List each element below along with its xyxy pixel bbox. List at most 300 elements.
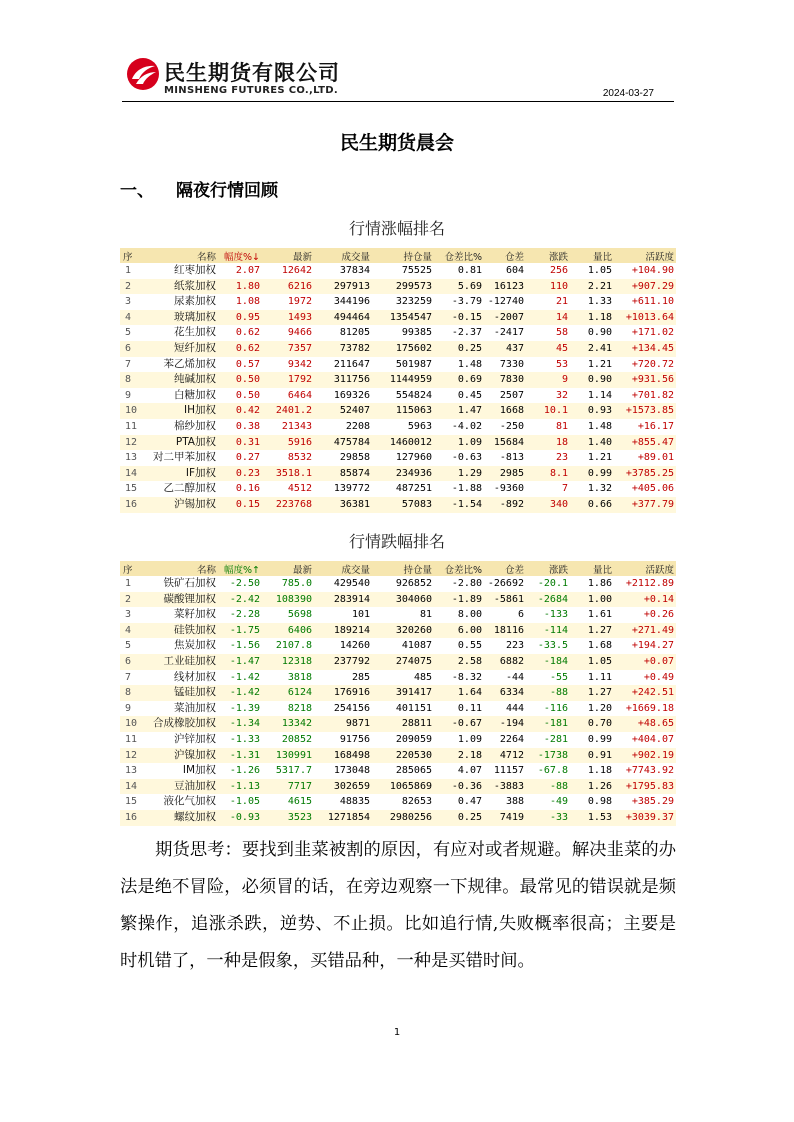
table-cell: PTA加权 — [144, 435, 218, 451]
table-cell: 344196 — [333, 296, 370, 308]
table-cell: -2.28 — [229, 609, 260, 621]
table-cell: 菜油加权 — [174, 701, 216, 714]
table-row[interactable] — [120, 325, 676, 341]
table-cell: -813 — [499, 452, 524, 464]
commentary-paragraph — [120, 832, 676, 980]
table-cell: 311756 — [314, 372, 372, 388]
table-cell: 285 — [351, 671, 370, 683]
table-cell: 4615 — [287, 796, 312, 808]
table-cell: -1.56 — [229, 640, 260, 652]
table-cell: 48835 — [339, 796, 370, 808]
table-row[interactable] — [120, 763, 676, 779]
table-cell: 棉纱加权 — [174, 419, 216, 432]
table-cell: 15 — [125, 483, 138, 495]
table-cell: -33 — [526, 810, 570, 826]
table-cell: +0.14 — [614, 592, 676, 608]
commentary-text: 期货思考：要找到韭菜被割的原因，有应对或者规避。解决韭菜的办法是绝不冒险，必须冒的话，在旁边观察一下规律。最常见的错误就是频繁操作，追涨杀跌，逆势、不止损。比如追行情,失败概率很高；主要是时机错了，一种是假象，买错品种，一种是买错时间。 — [120, 840, 676, 971]
table-cell: -181 — [526, 716, 570, 732]
column-header[interactable]: 仓差 — [484, 561, 526, 576]
column-header[interactable]: 名称 — [144, 561, 218, 576]
table-cell: 2.58 — [434, 654, 484, 670]
table-cell: 花生加权 — [174, 326, 216, 339]
table-cell: 1.40 — [570, 435, 614, 451]
table-row[interactable] — [120, 623, 676, 639]
table-cell: +855.47 — [614, 435, 676, 451]
table-cell: 91756 — [339, 733, 370, 745]
table-cell: +48.65 — [614, 716, 676, 732]
table-row[interactable] — [120, 388, 676, 404]
table-cell: 7357 — [262, 341, 314, 357]
table-cell: -0.67 — [434, 716, 484, 732]
table-cell: -1.13 — [218, 779, 262, 795]
table-cell: +134.45 — [614, 341, 676, 357]
table-cell: 9342 — [287, 358, 312, 370]
table-cell: 菜籽加权 — [174, 608, 216, 621]
column-header[interactable]: 持仓量 — [372, 248, 434, 263]
report-date: 2024-03-27 — [602, 88, 654, 99]
table-cell: 1.09 — [457, 733, 482, 745]
table-cell: 6334 — [484, 685, 526, 701]
table-cell: 1493 — [262, 310, 314, 326]
table-row[interactable] — [120, 670, 676, 686]
table-cell: 101 — [351, 609, 370, 621]
table-cell: 0.81 — [457, 265, 482, 276]
table-cell: 37834 — [339, 265, 370, 276]
table-cell: 926852 — [395, 578, 432, 589]
table-cell: 81 — [419, 609, 432, 621]
table-cell: +194.27 — [631, 640, 674, 652]
table-cell: 6 — [120, 341, 144, 357]
table-cell: -0.63 — [451, 452, 482, 464]
table-cell: 0.50 — [218, 372, 262, 388]
table-cell: 12642 — [281, 265, 312, 276]
company-name-en: MINSHENG FUTURES CO.,LTD. — [164, 85, 338, 96]
table-cell: 锰硅加权 — [144, 685, 218, 701]
table-cell: 4712 — [484, 748, 526, 764]
table-row[interactable] — [120, 263, 676, 279]
table-cell: 6464 — [287, 389, 312, 401]
table-cell: 299573 — [372, 279, 434, 295]
table-cell: +1573.85 — [614, 403, 676, 419]
table-cell: 1.27 — [570, 685, 614, 701]
table-cell: +242.51 — [614, 685, 676, 701]
table-cell: 5317.7 — [275, 765, 312, 777]
table-cell: 18116 — [484, 623, 526, 639]
table-cell: 139772 — [333, 483, 370, 495]
table-cell: +3785.25 — [614, 466, 676, 482]
column-header[interactable]: 成交量 — [314, 248, 372, 263]
table-cell: 1.21 — [587, 358, 612, 370]
table-cell: 14 — [526, 310, 570, 326]
table-cell: 21343 — [281, 420, 312, 432]
column-header[interactable]: 最新 — [262, 248, 314, 263]
table-row[interactable] — [120, 607, 676, 623]
column-header[interactable]: 量比 — [570, 561, 614, 576]
table-cell: -114 — [526, 623, 570, 639]
table-cell: 9 — [125, 702, 132, 714]
table-cell: +2112.89 — [625, 578, 674, 589]
table-cell: 纸浆加权 — [144, 279, 218, 295]
table-cell: -133 — [543, 609, 568, 621]
table-row[interactable] — [120, 794, 676, 810]
losers-table — [120, 561, 676, 826]
table-cell: +377.79 — [614, 497, 676, 513]
table-cell: 73782 — [314, 341, 372, 357]
table-cell: 12 — [120, 748, 144, 764]
table-row[interactable] — [120, 310, 676, 326]
table-cell: -1.42 — [229, 671, 260, 683]
table-cell: 0.16 — [235, 483, 260, 495]
table-cell: -0.15 — [434, 310, 484, 326]
table-cell: 2507 — [499, 389, 524, 401]
table-cell: 5 — [125, 327, 132, 339]
table-cell: 175602 — [372, 341, 434, 357]
table-cell: 0.11 — [457, 702, 482, 714]
table-cell: 6.00 — [434, 623, 484, 639]
table-cell: 2264 — [499, 733, 524, 745]
table-cell: 1354547 — [372, 310, 434, 326]
table-row[interactable] — [120, 701, 676, 717]
table-cell: 3523 — [262, 810, 314, 826]
table-cell: 0.42 — [218, 403, 262, 419]
table-cell: 1.64 — [434, 685, 484, 701]
page-number: 1 — [393, 1027, 401, 1038]
table-row[interactable] — [120, 497, 676, 513]
table-row[interactable] — [120, 294, 676, 310]
table-cell: 189214 — [314, 623, 372, 639]
table-cell: 0.90 — [587, 327, 612, 339]
table-cell: 6406 — [262, 623, 314, 639]
table-cell: -88 — [526, 779, 570, 795]
table-cell: 5916 — [262, 435, 314, 451]
table-cell: +720.72 — [631, 358, 674, 370]
table-cell: -281 — [543, 733, 568, 745]
table-cell: 45 — [526, 341, 570, 357]
table-row[interactable] — [120, 357, 676, 373]
table-cell: 8.1 — [526, 466, 570, 482]
table-cell: 16 — [120, 497, 144, 513]
table-cell: -250 — [499, 420, 524, 432]
table-cell: 4 — [120, 310, 144, 326]
table-cell: 75525 — [401, 265, 432, 276]
gainers-table — [120, 248, 676, 513]
table-cell: 13 — [125, 765, 138, 777]
table-cell: 硅铁加权 — [144, 623, 218, 639]
column-header[interactable]: 名称 — [144, 248, 218, 263]
table-cell: 7330 — [499, 358, 524, 370]
table-cell: 13 — [125, 452, 138, 464]
table-row[interactable] — [120, 450, 676, 466]
table-cell: +271.49 — [614, 623, 676, 639]
table-row[interactable] — [120, 466, 676, 482]
column-header[interactable]: 幅度%↓ — [218, 248, 262, 263]
table-cell: 1.68 — [587, 640, 612, 652]
table-cell: 豆油加权 — [144, 779, 218, 795]
table-cell: -2007 — [484, 310, 526, 326]
table-row[interactable] — [120, 810, 676, 826]
table-cell: 液化气加权 — [163, 795, 216, 808]
table-cell: 1.53 — [570, 810, 614, 826]
table-cell: 127960 — [395, 452, 432, 464]
table-cell: 1.47 — [434, 403, 484, 419]
table-cell: 1271854 — [314, 810, 372, 826]
table-cell: 487251 — [395, 483, 432, 495]
table-cell: 401151 — [395, 702, 432, 714]
table-cell: 3518.1 — [262, 466, 314, 482]
column-header[interactable]: 最新 — [262, 561, 314, 576]
column-header[interactable]: 仓差比% — [434, 561, 484, 576]
table-cell: 2.21 — [570, 279, 614, 295]
table-cell: -4.02 — [451, 420, 482, 432]
table-cell: 8 — [120, 372, 144, 388]
table-cell: -3883 — [484, 779, 526, 795]
table-cell: +931.56 — [614, 372, 676, 388]
table-cell: +902.19 — [614, 748, 676, 764]
table-cell: IM加权 — [182, 764, 216, 777]
table-cell: 4 — [120, 623, 144, 639]
table-cell: 7 — [125, 358, 132, 370]
table-cell: 223768 — [262, 497, 314, 513]
table-cell: 494464 — [314, 310, 372, 326]
table-row[interactable] — [120, 748, 676, 764]
table-cell: -1.47 — [218, 654, 262, 670]
table-cell: 8532 — [287, 452, 312, 464]
table-cell: 475784 — [314, 435, 372, 451]
table-cell: 1.08 — [235, 296, 260, 308]
table-cell: 1.21 — [587, 452, 612, 464]
table-cell: 1.09 — [434, 435, 484, 451]
table-cell: -2.80 — [451, 578, 482, 589]
table-cell: 沪锌加权 — [174, 732, 216, 745]
table-cell: 0.69 — [434, 372, 484, 388]
table-cell: 4512 — [287, 483, 312, 495]
table-cell: 0.90 — [570, 372, 614, 388]
column-header[interactable]: 持仓量 — [372, 561, 434, 576]
table-cell: 14 — [120, 466, 144, 482]
gainers-table-title: 行情涨幅排名 — [348, 219, 445, 238]
table-cell: 3818 — [287, 671, 312, 683]
table-cell: -1.31 — [218, 748, 262, 764]
table-cell: 0.38 — [235, 420, 260, 432]
table-cell: 391417 — [372, 685, 434, 701]
table-cell: 323259 — [395, 296, 432, 308]
table-cell: 1 — [125, 265, 132, 276]
table-cell: +611.10 — [631, 296, 674, 308]
table-cell: -1.75 — [218, 623, 262, 639]
column-header[interactable]: 量比 — [570, 248, 614, 263]
table-cell: 6882 — [484, 654, 526, 670]
column-header[interactable]: 序 — [120, 561, 144, 576]
table-row[interactable] — [120, 576, 676, 592]
table-cell: 8218 — [287, 702, 312, 714]
table-cell: +1795.83 — [614, 779, 676, 795]
table-row[interactable] — [120, 279, 676, 295]
table-cell: 32 — [555, 389, 568, 401]
table-cell: +385.29 — [631, 796, 674, 808]
table-cell: 7 — [561, 483, 568, 495]
table-cell: +89.01 — [637, 452, 674, 464]
table-cell: -1.05 — [229, 796, 260, 808]
table-cell: -26692 — [487, 578, 524, 589]
table-cell: 1.29 — [434, 466, 484, 482]
table-cell: 0.62 — [218, 341, 262, 357]
table-cell: +701.82 — [631, 389, 674, 401]
table-cell: -49 — [549, 796, 568, 808]
column-header[interactable]: 活跃度 — [614, 561, 676, 576]
table-cell: 苯乙烯加权 — [163, 357, 216, 370]
table-cell: -892 — [484, 497, 526, 513]
table-cell: +7743.92 — [625, 765, 674, 777]
table-cell: 81 — [555, 420, 568, 432]
table-cell: -2.50 — [229, 578, 260, 589]
table-cell: +404.07 — [631, 733, 674, 745]
table-cell: 0.25 — [434, 810, 484, 826]
table-row[interactable] — [120, 481, 676, 497]
table-cell: 0.70 — [570, 716, 614, 732]
page-header — [122, 55, 674, 103]
table-cell: 0.91 — [570, 748, 614, 764]
table-row[interactable] — [120, 732, 676, 748]
table-cell: 对二甲苯加权 — [153, 451, 216, 464]
table-cell: -1.42 — [218, 685, 262, 701]
table-row[interactable] — [120, 638, 676, 654]
table-cell: -44 — [505, 671, 524, 683]
column-header[interactable]: 成交量 — [314, 561, 372, 576]
table-cell: -1.33 — [229, 733, 260, 745]
table-cell: 18 — [526, 435, 570, 451]
table-cell: 168498 — [314, 748, 372, 764]
table-cell: 234936 — [372, 466, 434, 482]
column-header[interactable]: 仓差比% — [434, 248, 484, 263]
table-cell: 41087 — [401, 640, 432, 652]
table-cell: 尿素加权 — [174, 295, 216, 308]
table-cell: 36381 — [314, 497, 372, 513]
table-cell: 短纤加权 — [144, 341, 218, 357]
table-cell: 220530 — [372, 748, 434, 764]
table-cell: 工业硅加权 — [144, 654, 218, 670]
table-cell: 1.27 — [570, 623, 614, 639]
table-cell: 焦炭加权 — [174, 639, 216, 652]
table-cell: 110 — [526, 279, 570, 295]
table-cell: 12318 — [262, 654, 314, 670]
table-cell: 320260 — [372, 623, 434, 639]
table-cell: 1792 — [262, 372, 314, 388]
section-number: 一、 — [120, 181, 154, 201]
table-cell: 沪镍加权 — [144, 748, 218, 764]
table-cell: 1.48 — [457, 358, 482, 370]
table-cell: -0.93 — [218, 810, 262, 826]
table-cell: 785.0 — [281, 578, 312, 589]
table-cell: -12740 — [487, 296, 524, 308]
table-cell: 11 — [125, 733, 138, 745]
table-row[interactable] — [120, 403, 676, 419]
table-cell: 1460012 — [372, 435, 434, 451]
table-cell: 1.61 — [587, 609, 612, 621]
table-row[interactable] — [120, 372, 676, 388]
table-cell: 485 — [413, 671, 432, 683]
table-cell: 1065869 — [372, 779, 434, 795]
table-cell: 乙二醇加权 — [163, 482, 216, 495]
table-cell: 纯碱加权 — [144, 372, 218, 388]
losers-table-title: 行情跌幅排名 — [348, 532, 445, 551]
table-cell: 209059 — [395, 733, 432, 745]
table-cell: 1.05 — [570, 654, 614, 670]
table-cell: 3 — [125, 296, 132, 308]
table-cell: 5698 — [287, 609, 312, 621]
table-cell: 211647 — [333, 358, 370, 370]
table-cell: -8.32 — [451, 671, 482, 683]
table-cell: 白糖加权 — [174, 388, 216, 401]
table-cell: 2 — [120, 279, 144, 295]
table-row[interactable] — [120, 654, 676, 670]
table-row[interactable] — [120, 419, 676, 435]
table-cell: 0.15 — [218, 497, 262, 513]
table-cell: 0.47 — [457, 796, 482, 808]
table-cell: 115063 — [372, 403, 434, 419]
column-header[interactable]: 涨跌 — [526, 248, 570, 263]
table-cell: 1668 — [484, 403, 526, 419]
column-header[interactable]: 活跃度 — [614, 248, 676, 263]
table-cell: 23 — [555, 452, 568, 464]
table-cell: 1972 — [287, 296, 312, 308]
table-cell: IF加权 — [144, 466, 218, 482]
table-cell: 302659 — [314, 779, 372, 795]
table-cell: 297913 — [314, 279, 372, 295]
table-cell: 0.50 — [235, 389, 260, 401]
table-row[interactable] — [120, 716, 676, 732]
table-cell: 6 — [517, 609, 524, 621]
table-cell: 2.41 — [570, 341, 614, 357]
table-row[interactable] — [120, 685, 676, 701]
table-cell: 1.48 — [587, 420, 612, 432]
table-cell: -1.26 — [229, 765, 260, 777]
table-cell: 254156 — [333, 702, 370, 714]
table-cell: 57083 — [372, 497, 434, 513]
table-cell: 304060 — [372, 592, 434, 608]
table-cell: 5 — [125, 640, 132, 652]
table-header-row — [120, 248, 676, 263]
table-cell: 10 — [120, 403, 144, 419]
table-cell: 52407 — [314, 403, 372, 419]
table-cell: 11157 — [493, 765, 524, 777]
column-header[interactable]: 幅度%↑ — [218, 561, 262, 576]
table-row[interactable] — [120, 341, 676, 357]
table-cell: -1.54 — [434, 497, 484, 513]
table-cell: 0.98 — [587, 796, 612, 808]
table-cell: 0.66 — [570, 497, 614, 513]
table-cell: 53 — [555, 358, 568, 370]
table-cell: 1144959 — [372, 372, 434, 388]
table-cell: 7830 — [484, 372, 526, 388]
header-divider — [122, 101, 674, 102]
table-header-row — [120, 561, 676, 576]
column-header[interactable]: 序 — [120, 248, 144, 263]
table-cell: 合成橡胶加权 — [144, 716, 218, 732]
column-header[interactable]: 仓差 — [484, 248, 526, 263]
table-cell: -20.1 — [537, 578, 568, 589]
column-header[interactable]: 涨跌 — [526, 561, 570, 576]
table-cell: -67.8 — [537, 765, 568, 777]
table-cell: 沪锡加权 — [144, 497, 218, 513]
table-cell: 1.05 — [587, 265, 612, 276]
table-cell: 29858 — [339, 452, 370, 464]
table-cell: 6216 — [262, 279, 314, 295]
table-cell: 10 — [120, 716, 144, 732]
table-row[interactable] — [120, 779, 676, 795]
table-row[interactable] — [120, 435, 676, 451]
table-row[interactable] — [120, 592, 676, 608]
table-cell: +171.02 — [631, 327, 674, 339]
